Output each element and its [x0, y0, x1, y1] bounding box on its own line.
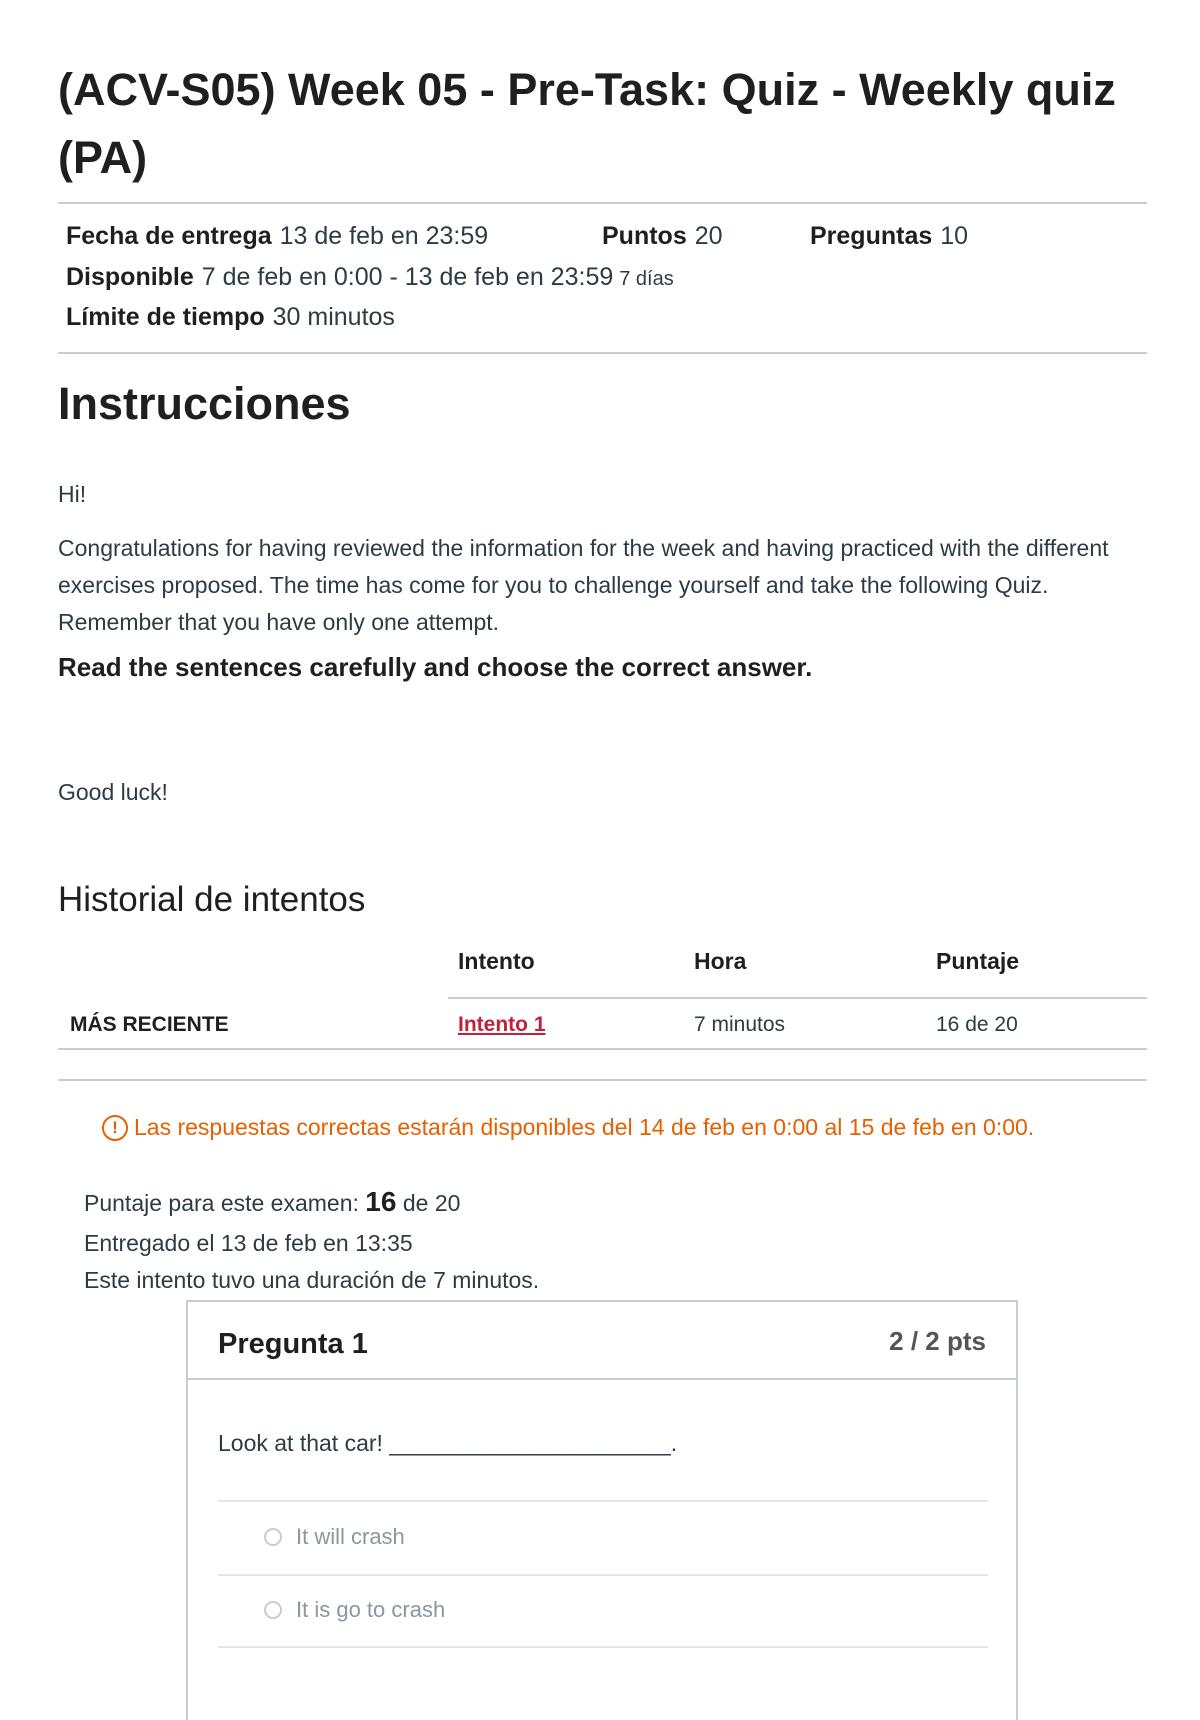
due-date-label: Fecha de entrega	[66, 222, 272, 250]
time-limit-label: Límite de tiempo	[66, 303, 265, 331]
answer-label: It is go to crash	[296, 1597, 446, 1622]
duration-text: Este intento tuvo una duración de 7 minutos.	[84, 1267, 540, 1293]
divider	[58, 202, 1147, 204]
answer-divider	[218, 1500, 988, 1502]
row-label: MÁS RECIENTE	[70, 1013, 229, 1036]
attempt-link[interactable]: Intento 1	[458, 1013, 546, 1036]
notice-text: Las respuestas correctas estarán disponibles del 14 de feb en 0:00 al 15 de feb en 0:00.	[134, 1114, 1035, 1140]
available-label: Disponible	[66, 263, 194, 291]
questions-value: 10	[940, 222, 969, 250]
questions-count	[810, 222, 968, 251]
answer-option[interactable]	[264, 1597, 445, 1623]
answer-divider	[218, 1574, 988, 1576]
radio-icon[interactable]	[264, 1528, 282, 1546]
answers-availability-notice	[102, 1114, 1034, 1141]
question-header	[188, 1302, 1016, 1380]
answer-label: It will crash	[296, 1524, 405, 1549]
score-suffix: de 20	[402, 1190, 461, 1216]
submitted-text: Entregado el 13 de feb en 13:35	[84, 1230, 413, 1256]
time-limit-value: 30 minutos	[272, 303, 395, 331]
column-header-time: Hora	[694, 948, 747, 974]
points	[602, 222, 723, 251]
question-card	[186, 1300, 1018, 1720]
score-prefix: Puntaje para este examen:	[84, 1190, 359, 1216]
instructions-heading: Instrucciones	[58, 378, 351, 429]
questions-label: Preguntas	[810, 222, 933, 250]
column-header-attempt: Intento	[458, 948, 535, 974]
question-title: Pregunta 1	[218, 1328, 368, 1360]
instructions-emphasis: Read the sentences carefully and choose the correct answer.	[58, 652, 813, 682]
instructions-paragraph: Congratulations for having reviewed the information for the week and having practiced with the different exercises proposed. The time has come for you to challenge yourself and take the following Quiz. Remember that you have only one attempt.	[58, 535, 1109, 635]
available-days: 7 días	[619, 268, 674, 290]
divider	[58, 352, 1147, 354]
warning-circle-icon: !	[102, 1115, 128, 1141]
table-row-rule	[58, 1048, 1147, 1050]
points-value: 20	[694, 222, 723, 250]
points-label: Puntos	[602, 222, 687, 250]
question-text: Look at that car! ______________________.	[218, 1430, 678, 1456]
page-title: (ACV-S05) Week 05 - Pre-Task: Quiz - Weekly quiz (PA)	[58, 64, 1116, 183]
attempt-score: 16 de 20	[936, 1013, 1018, 1036]
attempt-time: 7 minutos	[694, 1013, 786, 1036]
greeting-text: Hi!	[58, 481, 87, 507]
answer-divider	[218, 1646, 988, 1648]
available-value: 7 de feb en 0:00 - 13 de feb en 23:59	[201, 263, 614, 291]
due-date	[66, 222, 488, 251]
score-value: 16	[365, 1186, 397, 1217]
time-limit	[66, 303, 395, 332]
closing-text: Good luck!	[58, 779, 168, 805]
answer-option[interactable]	[264, 1524, 405, 1550]
radio-icon[interactable]	[264, 1601, 282, 1619]
table-header-rule	[448, 997, 1147, 999]
exam-score	[84, 1186, 460, 1218]
divider	[58, 1079, 1147, 1081]
due-date-value: 13 de feb en 23:59	[279, 222, 489, 250]
column-header-score: Puntaje	[936, 948, 1020, 974]
availability	[66, 263, 674, 292]
history-heading: Historial de intentos	[58, 880, 366, 919]
question-points: 2 / 2 pts	[889, 1326, 986, 1356]
